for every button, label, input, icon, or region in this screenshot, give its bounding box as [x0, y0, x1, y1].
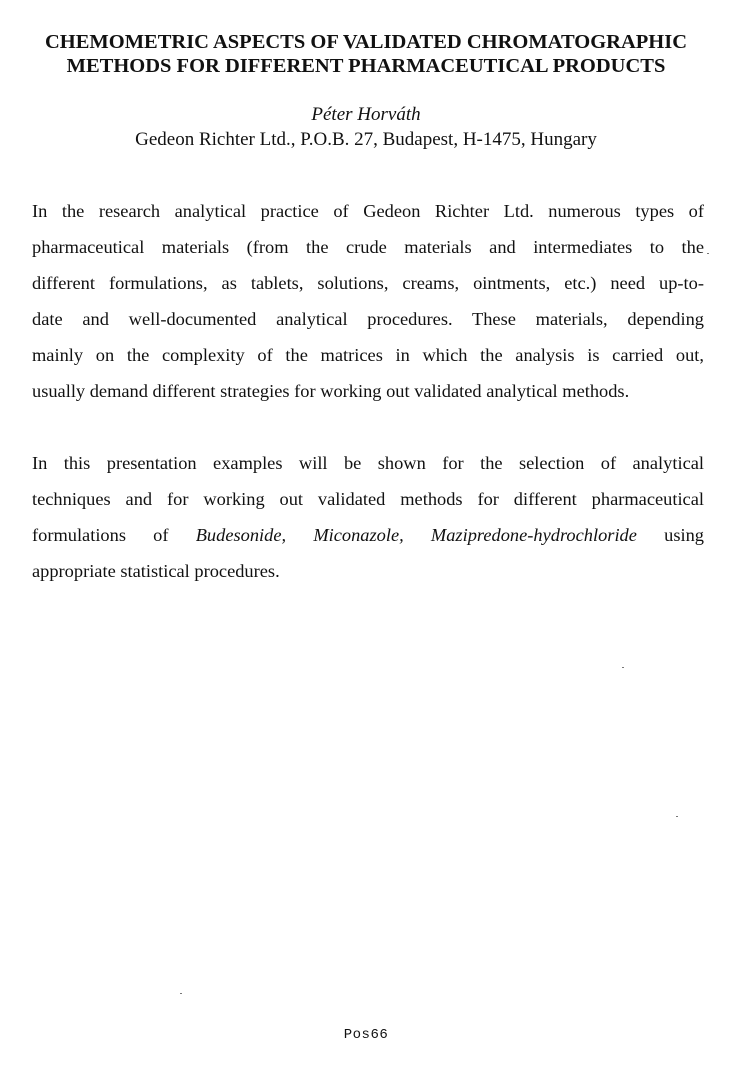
- page-label: Pos66: [343, 1027, 389, 1043]
- title-line-2: METHODS FOR DIFFERENT PHARMACEUTICAL PRODUCTS: [66, 55, 666, 77]
- paragraph-1-line: date and well-documented analytical procedures. These materials, depending: [32, 309, 704, 329]
- paragraph-2-line: techniques and for working out validated methods for different pharmaceutical: [32, 489, 704, 509]
- line-3-suffix: using: [664, 525, 704, 545]
- paragraph-1-line: pharmaceutical materials (from the crude materials and intermediates to the: [32, 237, 704, 257]
- compound-budesonide: Budesonide,: [195, 525, 287, 545]
- paragraph-1-line: In the research analytical practice of Gedeon Richter Ltd. numerous types of: [32, 201, 704, 221]
- scan-speck: [180, 993, 182, 994]
- paragraph-2-line-with-compounds: [32, 517, 704, 553]
- paragraph-1-line: usually demand different strategies for working out validated analytical methods.: [32, 381, 630, 401]
- abstract-paragraph-2: [32, 445, 704, 589]
- compound-miconazole: Miconazole,: [313, 525, 404, 545]
- scan-speck: [622, 667, 624, 668]
- scan-speck: [707, 253, 709, 254]
- document-title: [0, 30, 732, 78]
- paragraph-1-line: mainly on the complexity of the matrices in which the analysis is carried out,: [32, 345, 704, 365]
- author-name: Péter Horváth: [311, 104, 421, 125]
- paragraph-1-line: different formulations, as tablets, solutions, creams, ointments, etc.) need up-to-: [32, 273, 704, 293]
- paragraph-2-line: appropriate statistical procedures.: [32, 561, 280, 581]
- scan-speck: [676, 816, 678, 817]
- paragraph-2-line: In this presentation examples will be shown for the selection of analytical: [32, 453, 704, 473]
- compound-mazipredone: Mazipredone-hydrochloride: [430, 525, 637, 545]
- author-affiliation: Gedeon Richter Ltd., P.O.B. 27, Budapest, H-1475, Hungary: [135, 129, 597, 150]
- title-line-1: CHEMOMETRIC ASPECTS OF VALIDATED CHROMATOGRAPHIC: [44, 31, 688, 53]
- line-3-prefix: formulations of: [32, 525, 196, 545]
- abstract-paragraph-1: [32, 193, 704, 409]
